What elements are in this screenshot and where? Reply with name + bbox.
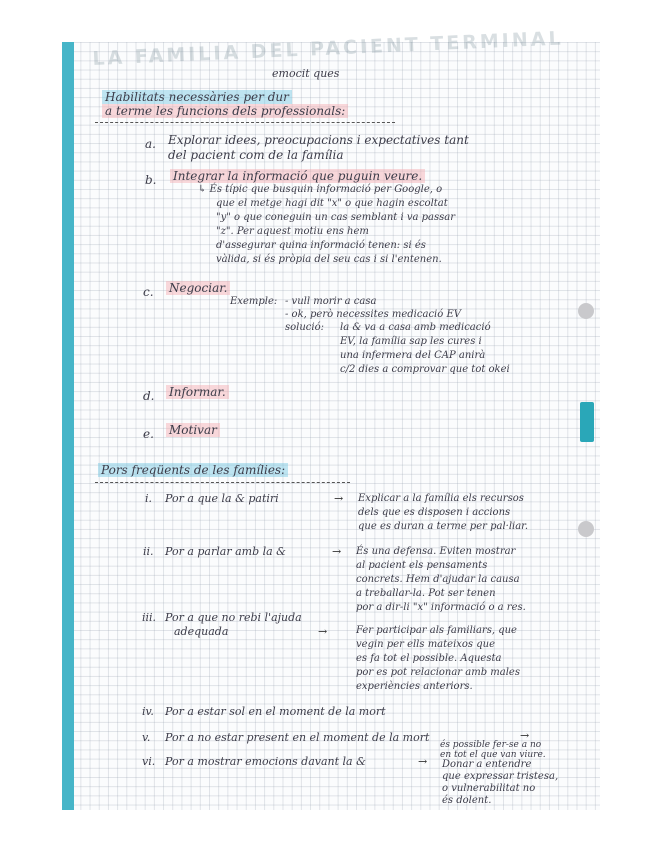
fear-vi-num: vi. (142, 755, 156, 768)
fear-iii-left-2: adequada (174, 625, 229, 638)
item-b-detail-2: que el metge hagi dit "x" o que hagin escoltat (216, 198, 448, 209)
fear-iv-left: Por a estar sol en el moment de la mort (165, 705, 386, 718)
fear-i-num: i. (145, 492, 153, 505)
item-c-solution-line1: la & va a casa amb medicació (340, 322, 491, 333)
item-b-detail-3: "y" o que coneguin un cas semblant i va passar (216, 212, 456, 223)
page-side-tab (580, 402, 594, 442)
fear-vi-right-1: Donar a entendre (442, 759, 532, 770)
item-e-label: Motivar (166, 424, 220, 436)
fear-i-right-3: que es duran a terme per pal·liar. (358, 521, 529, 532)
fear-iii-right-1: Fer participar als familiars, que (356, 625, 517, 636)
fear-iii-left-1: Por a que no rebi l'ajuda (165, 611, 302, 624)
fear-iii-right-4: por es pot relacionar amb males (356, 667, 520, 678)
section2-heading-underline (95, 482, 350, 483)
fear-vi-right-2: que expressar tristesa, (442, 771, 559, 782)
item-c-letter: c. (143, 285, 154, 299)
fear-ii-right-5: por a dir-li "x" informació o a res. (356, 602, 526, 613)
item-e-letter: e. (143, 427, 154, 441)
fear-iv-num: iv. (142, 705, 154, 718)
fear-i-arrow-icon: → (334, 492, 344, 505)
item-a-line1: Explorar idees, preocupacions i expectatives tant (168, 133, 469, 147)
fear-ii-left: Por a parlar amb la & (165, 545, 286, 558)
fear-iii-num: iii. (142, 611, 157, 624)
fear-v-left: Por a no estar present en el moment de la mort (165, 731, 430, 744)
item-c-example-label: Exemple: (230, 296, 278, 307)
fear-v-arrow-icon: → (520, 729, 530, 742)
page-margin-stripe (62, 42, 74, 810)
section2-heading: Pors freqüents de les famílies: (98, 464, 288, 476)
item-c-solution-line3: una infermera del CAP anirà (340, 350, 486, 361)
item-c-label: Negociar. (166, 282, 230, 294)
fear-vi-left: Por a mostrar emocions davant la & (165, 755, 366, 768)
fear-v-right-2: en tot el que van viure. (440, 750, 546, 760)
fear-iii-arrow-icon: → (318, 625, 328, 638)
item-c-solution-line4: c/2 dies a comprovar que tot okei (340, 364, 510, 375)
page-title: LA FAMILIA DEL PACIENT TERMINAL (92, 27, 565, 70)
item-c-example-line1: - vull morir a casa (285, 296, 377, 307)
fear-ii-right-2: al pacient els pensaments (356, 560, 488, 571)
fear-vi-right-4: és dolent. (442, 795, 492, 806)
item-b-detail-1: ↳ És típic que busquin informació per Google, o (198, 184, 443, 195)
fear-ii-right-1: És una defensa. Eviten mostrar (356, 546, 516, 557)
fear-ii-right-4: a treballar-la. Pot ser tenen (356, 588, 496, 599)
fear-i-left: Por a que la & patiri (165, 492, 279, 505)
item-b-letter: b. (145, 173, 157, 187)
item-c-solution-line2: EV, la família sap les cures i (340, 336, 482, 347)
item-b-detail-4: "z". Per aquest motiu ens hem (216, 226, 369, 237)
heading-insert-word: emocit ques (272, 67, 340, 80)
item-d-label: Informar. (166, 386, 229, 398)
item-a-letter: a. (145, 137, 156, 151)
fear-iii-right-3: es fa tot el possible. Aquesta (356, 653, 502, 664)
fear-vi-arrow-icon: → (418, 755, 428, 768)
fear-ii-right-3: concrets. Hem d'ajudar la causa (356, 574, 520, 585)
fear-iii-right-5: experiències anteriors. (356, 681, 473, 692)
fear-ii-num: ii. (143, 545, 154, 558)
section1-heading-line2: a terme les funcions dels professionals: (102, 105, 348, 117)
binder-hole-top (578, 303, 594, 319)
item-a-line2: del pacient com de la família (168, 148, 344, 162)
item-d-letter: d. (143, 389, 155, 403)
fear-ii-arrow-icon: → (332, 545, 342, 558)
item-b-detail-5: d'assegurar quina informació tenen: si és (216, 240, 426, 251)
fear-i-right-1: Explicar a la família els recursos (358, 493, 524, 504)
section1-heading-line1: Habilitats necessàries per dur (102, 91, 292, 103)
fear-i-right-2: dels que es disposen i accions (358, 507, 511, 518)
section1-heading-underline (95, 122, 395, 123)
binder-hole-bottom (578, 521, 594, 537)
fear-v-num: v. (142, 731, 151, 744)
item-c-solution-label: solució: (285, 322, 324, 333)
fear-v-right-1: és possible fer-se a no (440, 740, 542, 750)
fear-vi-right-3: o vulnerabilitat no (442, 783, 536, 794)
item-c-example-line2: - ok, però necessites medicació EV (285, 309, 461, 320)
item-b-detail-6: vàlida, si és pròpia del seu cas i si l'entenen. (216, 254, 442, 265)
item-b-line1: Integrar la informació que puguin veure. (170, 170, 425, 182)
fear-iii-right-2: vegin per ells mateixos que (356, 639, 495, 650)
